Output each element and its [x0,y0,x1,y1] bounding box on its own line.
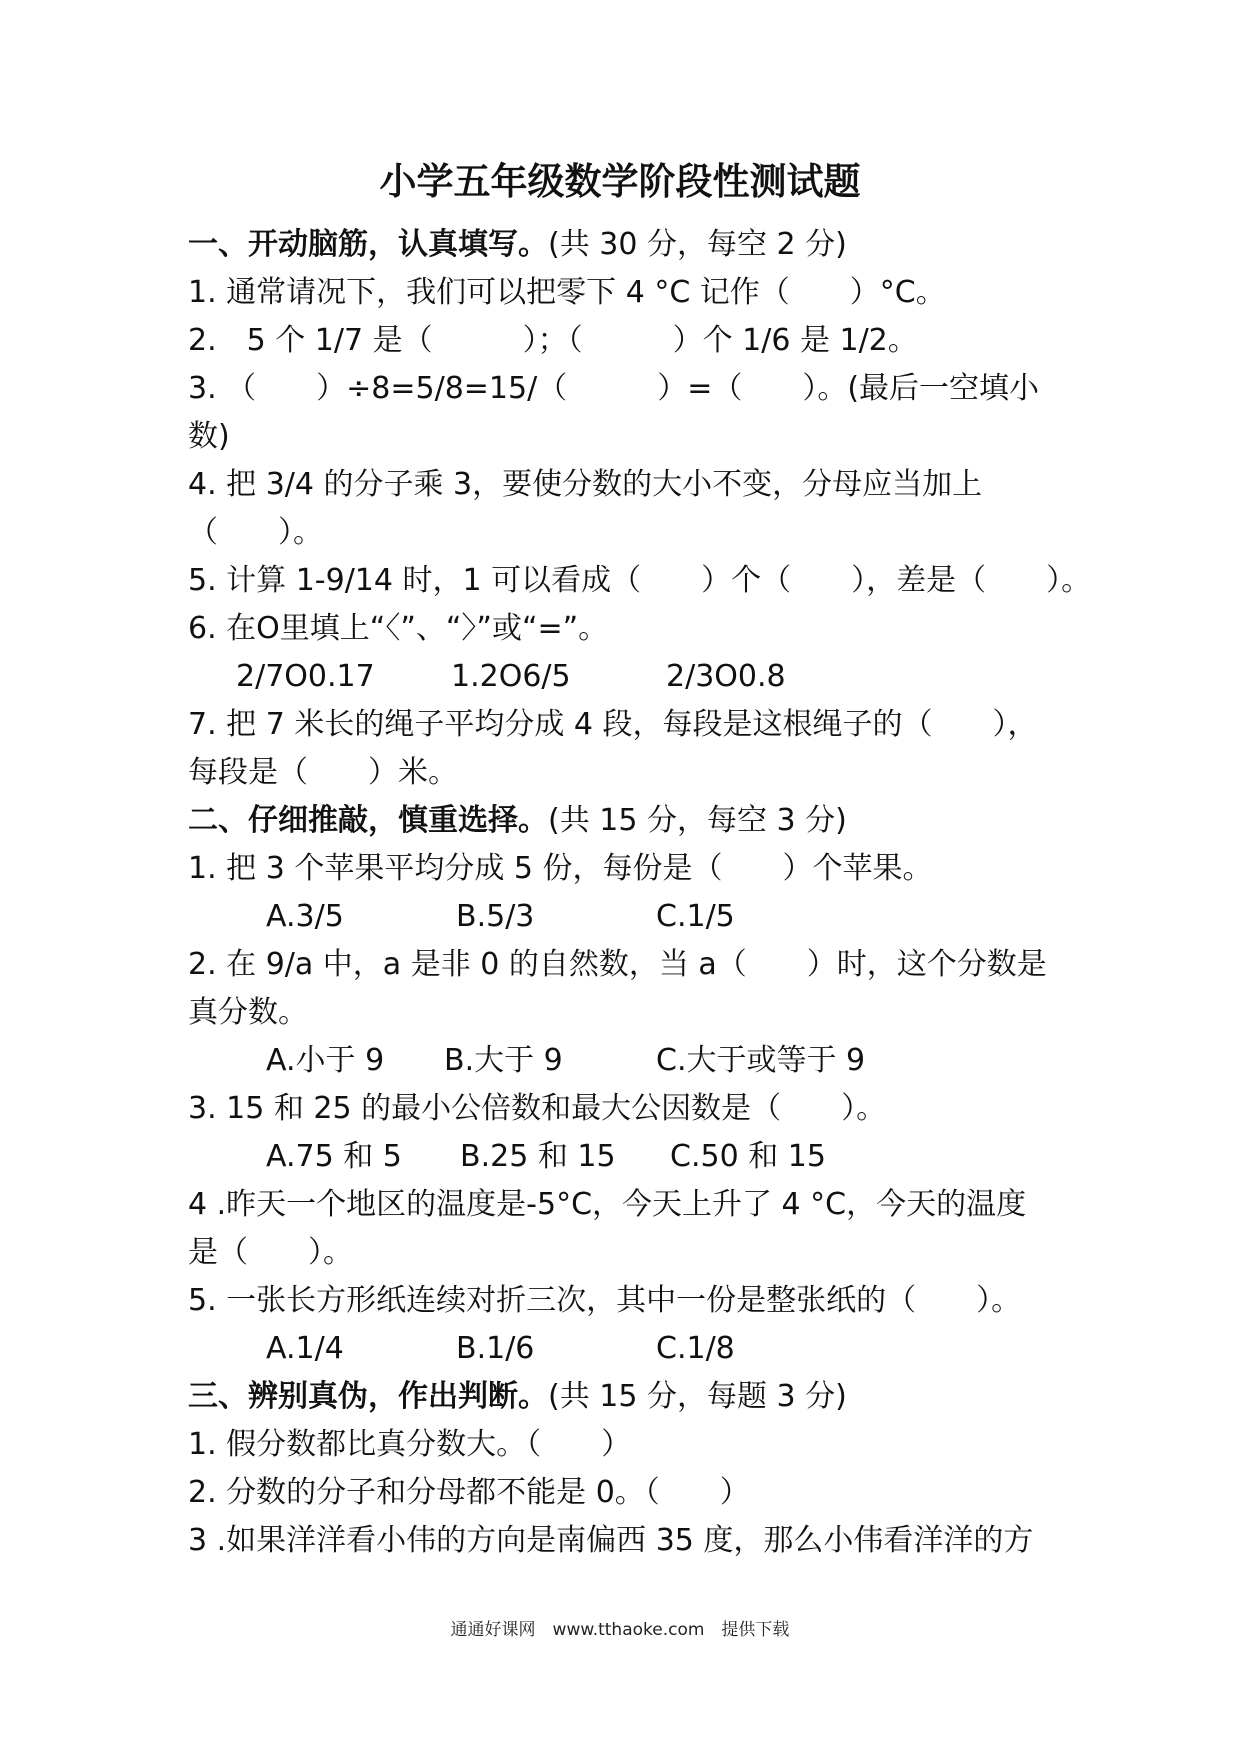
section2-note: (共 15 分，每空 3 分) [548,803,847,838]
s1-question-7-line2: 每段是（ ）米。 [188,755,458,790]
section2-heading: 二、仔细推敲，慎重选择。 [188,803,548,838]
s2-question-4-line1: 4 .昨天一个地区的温度是-5°C，今天上升了 4 °C，今天的温度 [188,1187,1027,1222]
s2-question-5-options [188,1325,1068,1373]
option-b: B.5/3 [456,899,535,934]
option-a: A.75 和 5 [266,1139,402,1174]
s1-question-6: 6. 在O里填上“〈”、“〉”或“=”。 [188,611,609,646]
option-b: B.1/6 [456,1331,535,1366]
section3-note: (共 15 分，每题 3 分) [548,1379,847,1414]
section1-header [188,221,1068,269]
section1-note: (共 30 分，每空 2 分) [548,227,847,262]
option-c: C.大于或等于 9 [656,1043,866,1078]
s3-question-3-line1: 3 .如果洋洋看小伟的方向是南偏西 35 度，那么小伟看洋洋的方 [188,1523,1034,1558]
exam-content [188,221,1092,1565]
option-a: A.1/4 [266,1331,344,1366]
s1-question-6-items [188,653,1068,701]
s2-question-1: 1. 把 3 个苹果平均分成 5 份，每份是（ ）个苹果。 [188,851,933,886]
option-a: A.3/5 [266,899,344,934]
option-a: A.小于 9 [266,1043,385,1078]
comparison-item: 2/3O0.8 [666,659,786,694]
s2-question-4-line2: 是（ ）。 [188,1235,353,1270]
s2-question-3-options [188,1133,1068,1181]
s1-question-5: 5. 计算 1-9/14 时，1 可以看成（ ）个（ ），差是（ ）。 [188,563,1092,598]
s1-question-3-line1: 3. （ ）÷8=5/8=15/（ ）=（ ）。(最后一空填小 [188,371,1040,406]
option-c: C.50 和 15 [670,1139,826,1174]
s1-question-7-line1: 7. 把 7 米长的绳子平均分成 4 段，每段是这根绳子的（ ）， [188,707,1038,742]
page-title: 小学五年级数学阶段性测试题 [379,160,861,203]
option-b: B.25 和 15 [460,1139,616,1174]
section3-heading: 三、辨别真伪，作出判断。 [188,1379,548,1414]
s2-question-3: 3. 15 和 25 的最小公倍数和最大公因数是（ ）。 [188,1091,887,1126]
option-c: C.1/8 [656,1331,735,1366]
s3-question-1: 1. 假分数都比真分数大。（ ） [188,1427,632,1462]
s3-question-2: 2. 分数的分子和分母都不能是 0。（ ） [188,1475,750,1510]
option-b: B.大于 9 [444,1043,563,1078]
s1-question-2: 2. 5 个 1/7 是（ ）；（ ）个 1/6 是 1/2。 [188,323,918,358]
s1-question-1: 1. 通常请况下，我们可以把零下 4 °C 记作（ ）°C。 [188,275,946,310]
s2-question-2-options [188,1037,1068,1085]
s1-question-4-line2: （ ）。 [188,515,323,550]
section1-heading: 一、开动脑筋，认真填写。 [188,227,548,262]
option-c: C.1/5 [656,899,735,934]
comparison-item: 1.2O6/5 [451,659,571,694]
comparison-item: 2/7O0.17 [236,659,375,694]
s2-question-1-options [188,893,1068,941]
s2-question-2-line2: 真分数。 [188,995,308,1030]
s1-question-4-line1: 4. 把 3/4 的分子乘 3，要使分数的大小不变，分母应当加上 [188,467,983,502]
page-footer: 通通好课网 www.tthaoke.com 提供下载 [450,1620,790,1640]
s1-question-3-line2: 数) [188,419,230,454]
section2-header [188,797,1068,845]
section3-header [188,1373,1068,1421]
s2-question-5: 5. 一张长方形纸连续对折三次，其中一份是整张纸的（ ）。 [188,1283,1022,1318]
s2-question-2-line1: 2. 在 9/a 中，a 是非 0 的自然数，当 a（ ）时，这个分数是 [188,947,1047,982]
